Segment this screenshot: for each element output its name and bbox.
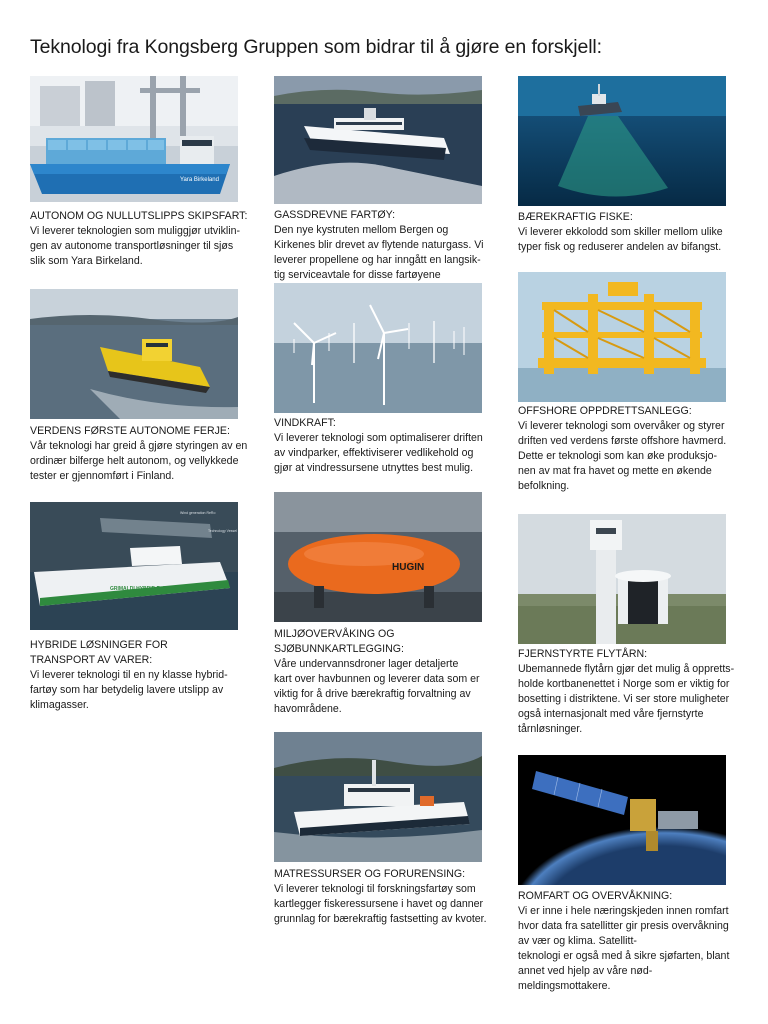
caption-body-line: tig serviceavtale for disse fartøyene — [274, 269, 441, 281]
caption-body-line: Vi er inne i hele næringskjeden innen romfart — [518, 905, 729, 917]
autonomous-ferry-image — [30, 289, 238, 419]
caption-body-line: klimagasser. — [30, 699, 89, 711]
caption-wind-power — [274, 416, 502, 476]
caption-body-line: Vi leverer teknologi til forskningsfartøy som — [274, 883, 476, 895]
caption-body-line: Dette er teknologi som kan øke produksjo- — [518, 450, 718, 462]
caption-sustainable-fishing — [518, 210, 746, 255]
caption-heading: OFFSHORE OPPDRETTSANLEGG: — [518, 405, 692, 417]
caption-body-line: gjør at vindressursene utnyttes best mulig. — [274, 462, 474, 474]
caption-body-line: grunnlag for bærekraftig fastsetting av kvoter. — [274, 913, 487, 925]
caption-remote-towers — [518, 647, 748, 737]
caption-body-line: fartøy som har betydelig lavere utslipp av — [30, 684, 224, 696]
offshore-fish-farm-image — [518, 272, 726, 402]
caption-heading: AUTONOM OG NULLUTSLIPPS SKIPSFART: — [30, 210, 248, 222]
caption-body-line: bosetting i distriktene. Vi ser store muligheter — [518, 693, 730, 705]
caption-body-line: kartlegger fiskeressursene i havet og danner — [274, 898, 484, 910]
fishing-vessel-sonar-image — [518, 76, 726, 206]
hugin-underwater-drone-image — [274, 492, 482, 622]
caption-body-line: gen av autonome transportløsninger til sjøs — [30, 240, 234, 252]
caption-heading: VINDKRAFT: — [274, 417, 336, 429]
caption-body-line: Kirkenes blir drevet av flytende naturgass. Vi — [274, 239, 484, 251]
caption-hybrid-transport — [30, 638, 254, 713]
autonomous-container-ship-image — [30, 76, 238, 202]
caption-heading: BÆREKRAFTIG FISKE: — [518, 211, 633, 223]
caption-body-line: også internasjonalt med våre fjernstyrte — [518, 708, 704, 720]
caption-body-line: Vår teknologi har greid å gjøre styringen av en — [30, 440, 248, 452]
remote-tower-camera-image — [518, 514, 726, 644]
caption-body-line: Den nye kystruten mellom Bergen og — [274, 224, 449, 236]
caption-food-resources — [274, 867, 504, 927]
caption-heading-line: MILJØOVERVÅKING OG — [274, 628, 395, 640]
caption-body-line: Vi leverer ekkolodd som skiller mellom ulike — [518, 226, 723, 238]
caption-body-line: Ubemannede flytårn gjør det mulig å oppretts- — [518, 663, 735, 675]
caption-body-line: teknologi er også med å sikre sjøfarten, blant — [518, 950, 730, 962]
satellite-in-orbit-image — [518, 755, 726, 885]
caption-body-line: driften ved verdens første offshore havmerd. — [518, 435, 727, 447]
ghost-ship-label: Wind generation ReRo — [180, 511, 216, 515]
caption-seabed-mapping — [274, 627, 502, 717]
caption-body-line: Våre undervannsdroner lager detaljerte — [274, 658, 459, 670]
caption-heading: ROMFART OG OVERVÅKNING: — [518, 890, 673, 902]
caption-body-line: leverer propellene og har inngått en langsik- — [274, 254, 481, 266]
offshore-wind-farm-image — [274, 283, 482, 413]
hugin-logo-text: HUGIN — [392, 562, 425, 573]
caption-heading: GASSDREVNE FARTØY: — [274, 209, 396, 221]
hybrid-cargo-ship-image — [30, 502, 238, 630]
caption-body-line: Vi leverer teknologien som muliggjør utviklin- — [30, 225, 240, 237]
caption-body-line: ordinær bilferge helt autonom, og vellykkede — [30, 455, 239, 467]
caption-offshore-fish-farm — [518, 404, 746, 494]
caption-body-line: meldingsmottakere. — [518, 980, 611, 992]
caption-body-line: havområdene. — [274, 703, 342, 715]
caption-heading: MATRESSURSER OG FORURENSING: — [274, 868, 466, 880]
hull-lettering: GRIMALDI HYBRID ReRo — [110, 586, 170, 592]
caption-body-line: holde kortbanenettet i Norge som er viktig for — [518, 678, 730, 690]
caption-heading: VERDENS FØRSTE AUTONOME FERJE: — [30, 425, 230, 437]
page-title: Teknologi fra Kongsberg Gruppen som bidrar til å gjøre en forskjell: — [30, 36, 602, 58]
caption-gas-vessels — [274, 208, 498, 283]
caption-heading-line: HYBRIDE LØSNINGER FOR — [30, 639, 168, 651]
caption-body-line: av vær og klima. Satellitt- — [518, 935, 637, 947]
caption-heading-line: SJØBUNNKARTLEGGING: — [274, 643, 404, 655]
caption-body-line: befolkning. — [518, 480, 570, 492]
caption-heading-line: TRANSPORT AV VARER: — [30, 654, 153, 666]
caption-body-line: tester er gjennomført i Finland. — [30, 470, 175, 482]
caption-body-line: Vi leverer teknologi til en ny klasse hybrid- — [30, 669, 228, 681]
caption-body-line: Vi leverer teknologi som overvåker og styrer — [518, 420, 725, 432]
caption-space-monitoring — [518, 889, 750, 994]
caption-body-line: hvor data fra satellitter gir presis overvåkning — [518, 920, 729, 932]
caption-body-line: kart over havbunnen og leverer data som er — [274, 673, 480, 685]
ghost-ship-sublabel: Technology Vessel — [208, 529, 237, 533]
caption-body-line: typer fisk og reduserer andelen av bifangst. — [518, 241, 722, 253]
caption-body-line: Vi leverer teknologi som optimaliserer driften — [274, 432, 483, 444]
caption-autonomous-shipping — [30, 209, 254, 269]
ship-hull-text: Yara Birkeland — [180, 177, 219, 183]
caption-heading: FJERNSTYRTE FLYTÅRN: — [518, 648, 648, 660]
caption-autonomous-ferry — [30, 424, 258, 484]
lng-cruise-ship-image — [274, 76, 482, 204]
caption-body-line: annet ved hjelp av våre nød- — [518, 965, 653, 977]
caption-body-line: viktig for å drive bærekraftig forvaltning av — [274, 688, 471, 700]
caption-body-line: av vindparker, effektiviserer vedlikehold og — [274, 447, 474, 459]
caption-body-line: slik som Yara Birkeland. — [30, 255, 143, 267]
caption-body-line: tårnløsninger. — [518, 723, 583, 735]
caption-body-line: nen av mat fra havet og mette en økende — [518, 465, 712, 477]
research-vessel-image — [274, 732, 482, 862]
